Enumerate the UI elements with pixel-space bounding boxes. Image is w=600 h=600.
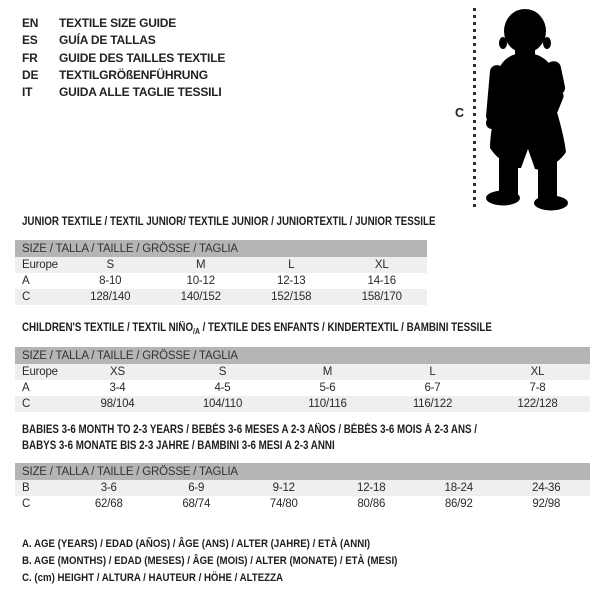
age-cell: 3-4 xyxy=(109,382,126,394)
size-cell: XL xyxy=(485,364,590,380)
height-cell: 98/104 xyxy=(65,396,170,412)
babies-size-table xyxy=(15,463,590,512)
row-label: A xyxy=(22,275,30,287)
title-part: / TEXTILE DES ENFANTS / KINDERTEXTIL / BAMBINI TESSILE xyxy=(199,322,492,334)
age-cell: 3-6 xyxy=(65,480,153,496)
lang-row-fr xyxy=(22,50,225,67)
height-measure-dotted-line xyxy=(473,8,476,210)
table-row xyxy=(15,364,590,380)
legend-line-a: A. AGE (YEARS) / EDAD (AÑOS) / ÂGE (ANS) / ALTER (JAHRE) / ETÀ (ANNI) xyxy=(22,538,371,550)
section-title-children xyxy=(22,321,492,337)
height-cell: 152/158 xyxy=(246,289,337,305)
table-row xyxy=(15,480,590,496)
size-cell: S xyxy=(170,364,275,380)
table-row xyxy=(15,396,590,412)
size-cell: L xyxy=(246,257,337,273)
height-cell: 62/68 xyxy=(94,498,123,510)
age-cell: 12-13 xyxy=(277,275,306,287)
lang-row-es xyxy=(22,32,225,49)
lang-row-en xyxy=(22,15,225,32)
height-cell: 116/122 xyxy=(380,396,485,412)
age-cell: 24-36 xyxy=(503,480,591,496)
height-cell: 140/152 xyxy=(156,289,247,305)
age-cell: 9-12 xyxy=(240,480,328,496)
age-cell: 14-16 xyxy=(367,275,396,287)
size-header-cell: SIZE / TALLA / TAILLE / GRÖSSE / TAGLIA xyxy=(15,240,427,257)
lang-label: TEXTILGRÖßENFÜHRUNG xyxy=(59,67,208,82)
table-header-row xyxy=(15,463,590,480)
section-title-junior: JUNIOR TEXTILE / TEXTIL JUNIOR/ TEXTILE JUNIOR / JUNIORTEXTIL / JUNIOR TESSILE xyxy=(22,216,436,228)
legend-line-b: B. AGE (MONTHS) / EDAD (MESES) / ÂGE (MOIS) / ALTER (MONATE) / ETÀ (MESI) xyxy=(22,555,398,568)
section-title-babies xyxy=(22,423,477,454)
size-cell: S xyxy=(65,257,156,273)
age-cell: 18-24 xyxy=(415,480,503,496)
row-label: B xyxy=(15,480,65,496)
children-size-table xyxy=(15,347,590,412)
table-row xyxy=(15,289,427,305)
age-cell: 4-5 xyxy=(214,382,231,394)
lang-code: FR xyxy=(22,50,38,65)
row-label: C xyxy=(15,289,65,305)
lang-label: GUIDA ALLE TAGLIE TESSILI xyxy=(59,85,222,100)
table-row xyxy=(15,257,427,273)
legend xyxy=(22,536,449,588)
height-cell: 92/98 xyxy=(532,498,561,510)
lang-code: IT xyxy=(22,85,33,100)
size-cell: XL xyxy=(337,257,428,273)
age-cell: 6-7 xyxy=(424,382,441,394)
height-cell: 86/92 xyxy=(444,498,473,510)
height-cell: 74/80 xyxy=(269,498,298,510)
age-cell: 10-12 xyxy=(186,275,215,287)
junior-size-table xyxy=(15,240,427,305)
lang-code: ES xyxy=(22,33,38,48)
size-cell: M xyxy=(275,364,380,380)
size-cell: M xyxy=(156,257,247,273)
title-line: BABIES 3-6 MONTH TO 2-3 YEARS / BEBÉS 3-6 MESES A 2-3 AÑOS / BÉBÉS 3-6 MOIS À 2-3 ANS / xyxy=(22,424,478,436)
height-cell: 128/140 xyxy=(65,289,156,305)
table-row xyxy=(15,380,590,396)
height-cell: 122/128 xyxy=(485,396,590,412)
language-guide-list xyxy=(22,15,225,101)
lang-row-de xyxy=(22,67,225,84)
age-cell: 6-9 xyxy=(153,480,241,496)
row-label: C xyxy=(15,396,65,412)
age-cell: 8-10 xyxy=(99,275,122,287)
row-label: A xyxy=(22,382,30,394)
table-row xyxy=(15,496,590,512)
height-cell: 104/110 xyxy=(170,396,275,412)
table-header-row xyxy=(15,347,590,364)
lang-row-it xyxy=(22,84,225,101)
height-cell: 158/170 xyxy=(337,289,428,305)
lang-label: GUÍA DE TALLAS xyxy=(59,33,156,48)
baby-silhouette-icon xyxy=(486,7,588,213)
table-row xyxy=(15,273,427,289)
height-cell: 80/86 xyxy=(357,498,386,510)
age-cell: 12-18 xyxy=(328,480,416,496)
size-header-cell: SIZE / TALLA / TAILLE / GRÖSSE / TAGLIA xyxy=(15,347,590,364)
lang-label: GUIDE DES TAILLES TEXTILE xyxy=(59,50,226,65)
height-cell: 110/116 xyxy=(275,396,380,412)
title-line: BABYS 3-6 MONATE BIS 2-3 JAHRE / BAMBINI 3-6 MESI A 2-3 ANNI xyxy=(22,439,335,452)
lang-label: TEXTILE SIZE GUIDE xyxy=(59,16,177,30)
size-header-cell: SIZE / TALLA / TAILLE / GRÖSSE / TAGLIA xyxy=(15,463,590,480)
height-cell: 68/74 xyxy=(182,498,211,510)
height-measure-label: C xyxy=(455,106,465,120)
row-label: C xyxy=(22,498,31,510)
lang-code: DE xyxy=(22,67,39,82)
lang-code: EN xyxy=(22,16,39,30)
size-cell: XS xyxy=(65,364,170,380)
row-label: Europe xyxy=(15,364,65,380)
row-label: Europe xyxy=(15,257,65,273)
legend-line-c: C. (cm) HEIGHT / ALTURA / HAUTEUR / HÖHE / ALTEZZA xyxy=(22,572,284,585)
title-subscript: /A xyxy=(193,326,200,336)
title-part: CHILDREN'S TEXTILE / TEXTIL NIÑO xyxy=(22,322,194,334)
size-cell: L xyxy=(380,364,485,380)
age-cell: 7-8 xyxy=(529,382,546,394)
age-cell: 5-6 xyxy=(319,382,336,394)
table-header-row xyxy=(15,240,427,257)
